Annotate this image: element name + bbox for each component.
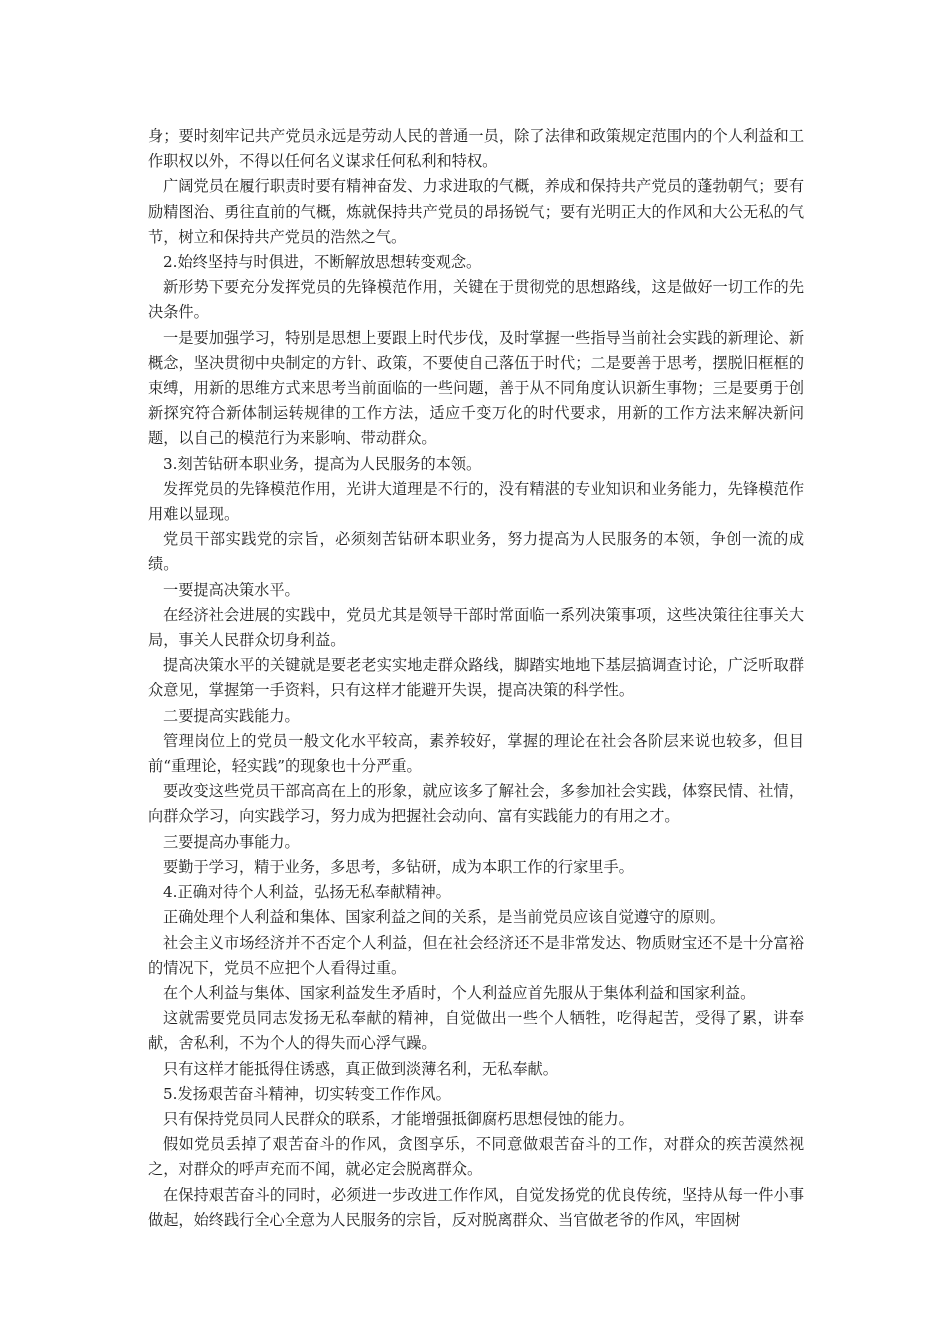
paragraph: 正确处理个人利益和集体、国家利益之间的关系，是当前党员应该自觉遵守的原则。 — [163, 908, 725, 927]
paragraph: 要改变这些党员干部高高在上的形象，就应该多了解社会，多参加社会实践，体察民情、社情，向群众学习，向实践学习，努力成为把握社会动向、富有实践能力的有用之才。 — [148, 782, 804, 826]
paragraph: 广阔党员在履行职责时要有精神奋发、力求进取的气概，养成和保持共产党员的蓬勃朝气；要有励精图治、勇往直前的气概，炼就保持共产党员的昂扬锐气；要有光明正大的作风和大公无私的气节，树立和保持共产党员的浩然之气。 — [148, 177, 804, 246]
paragraph: 3.刻苦钻研本职业务，提高为人民服务的本领。 — [163, 454, 482, 473]
paragraph: 一要提高决策水平。 — [163, 580, 300, 599]
paragraph: 提高决策水平的关键就是要老老实实地走群众路线，脚踏实地地下基层搞调查讨论，广泛听取群众意见，掌握第一手资料，只有这样才能避开失误，提高决策的科学性。 — [148, 656, 804, 700]
paragraph: 在保持艰苦奋斗的同时，必须进一步改进工作作风，自觉发扬党的优良传统，坚持从每一件小事做起，始终践行全心全意为人民服务的宗旨，反对脱离群众、当官做老爷的作风，牢固树 — [148, 1185, 804, 1229]
paragraph: 4.正确对待个人利益，弘扬无私奉献精神。 — [163, 883, 451, 902]
paragraph: 在个人利益与集体、国家利益发生矛盾时，个人利益应首先服从于集体利益和国家利益。 — [163, 983, 756, 1002]
paragraph: 5.发扬艰苦奋斗精神，切实转变工作作风。 — [163, 1084, 451, 1103]
paragraph: 新形势下要充分发挥党员的先锋模范作用，关键在于贯彻党的思想路线，这是做好一切工作的先决条件。 — [148, 278, 804, 322]
paragraph: 身；要时刻牢记共产党员永远是劳动人民的普通一员，除了法律和政策规定范围内的个人利益和工作职权以外，不得以任何名义谋求任何私利和特权。 — [148, 127, 804, 171]
document-body — [148, 124, 804, 1233]
paragraph: 三要提高办事能力。 — [163, 832, 300, 851]
paragraph: 只有这样才能抵得住诱惑，真正做到淡薄名利，无私奉献。 — [163, 1059, 558, 1078]
paragraph: 一是要加强学习，特别是思想上要跟上时代步伐，及时掌握一些指导当前社会实践的新理论、新概念，坚决贯彻中央制定的方针、政策，不要使自己落伍于时代；二是要善于思考，摆脱旧框框的束缚，用新的思维方式来思考当前面临的一些问题，善于从不同角度认识新生事物；三是要勇于创新探究符合新体制运转规律的工作方法，适应千变万化的时代要求，用新的工作方法来解决新问题，以自己的模范行为来影响、带动群众。 — [148, 328, 804, 448]
paragraph: 在经济社会进展的实践中，党员尤其是领导干部时常面临一系列决策事项，这些决策往往事关大局，事关人民群众切身利益。 — [148, 605, 804, 650]
paragraph: 社会主义市场经济并不否定个人利益，但在社会经济还不是非常发达、物质财宝还不是十分富裕的情况下，党员不应把个人看得过重。 — [148, 933, 804, 977]
paragraph: 党员干部实践党的宗旨，必须刻苦钻研本职业务，努力提高为人民服务的本领，争创一流的成绩。 — [148, 530, 804, 574]
paragraph: 发挥党员的先锋模范作用，光讲大道理是不行的，没有精湛的专业知识和业务能力，先锋模范作用难以显现。 — [148, 479, 804, 524]
paragraph: 这就需要党员同志发扬无私奉献的精神，自觉做出一些个人牺牲，吃得起苦，受得了累，讲奉献，舍私利，不为个人的得失而心浮气躁。 — [148, 1009, 804, 1053]
paragraph: 二要提高实践能力。 — [163, 706, 300, 725]
paragraph: 要勤于学习，精于业务，多思考，多钻研，成为本职工作的行家里手。 — [163, 857, 634, 876]
paragraph: 管理岗位上的党员一般文化水平较高，素养较好，掌握的理论在社会各阶层来说也较多，但目前“重理论，轻实践”的现象也十分严重。 — [148, 731, 804, 776]
paragraph: 只有保持党员同人民群众的联系，才能增强抵御腐朽思想侵蚀的能力。 — [163, 1109, 634, 1128]
paragraph: 2.始终坚持与时俱进，不断解放思想转变观念。 — [163, 253, 482, 272]
paragraph: 假如党员丢掉了艰苦奋斗的作风，贪图享乐，不同意做艰苦奋斗的工作，对群众的疾苦漠然视之，对群众的呼声充而不闻，就必定会脱离群众。 — [148, 1135, 804, 1179]
